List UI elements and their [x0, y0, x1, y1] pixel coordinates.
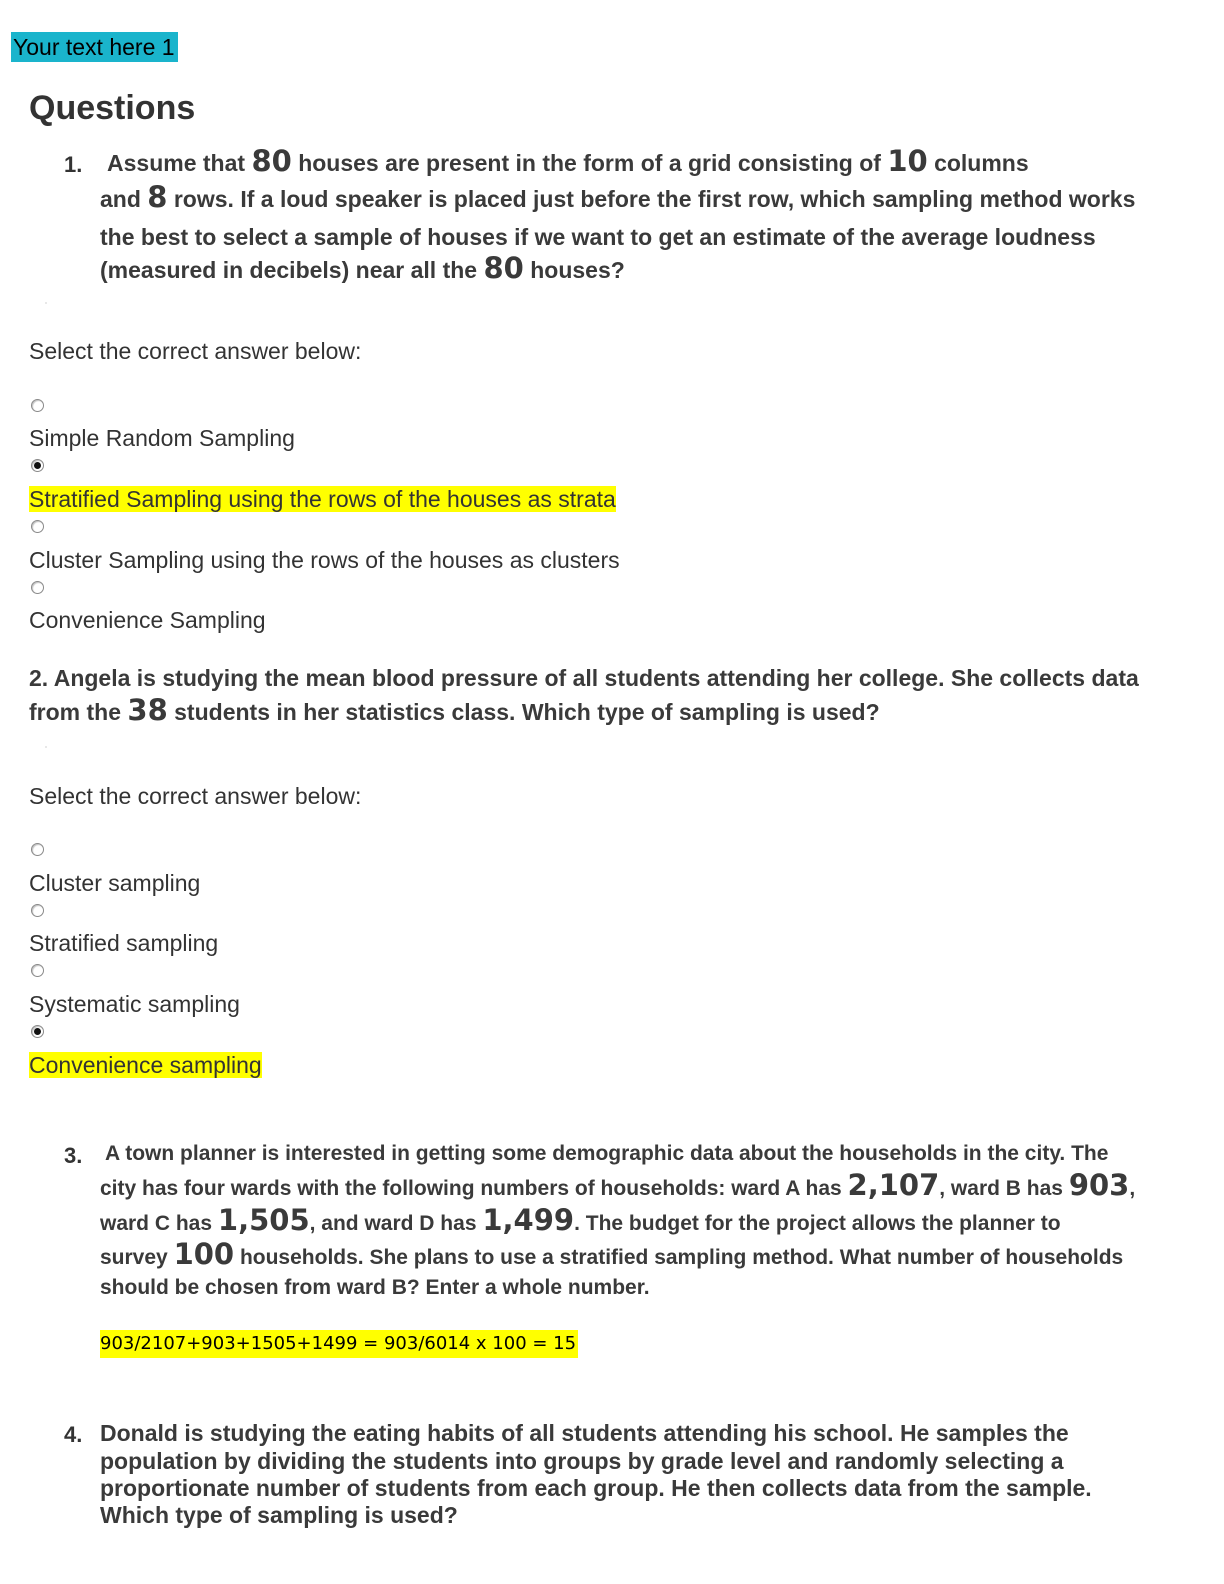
- q2-option-2-label: Stratified sampling: [29, 930, 219, 956]
- question-2-line-1: 2. Angela is studying the mean blood pressure of all students attending her college. She collects data: [29, 665, 1139, 691]
- question-4-line-4: Which type of sampling is used?: [100, 1502, 458, 1528]
- question-3-line-5: should be chosen from ward B? Enter a whole number.: [100, 1276, 650, 1299]
- q2-option-4-label: Convenience sampling: [29, 1052, 262, 1078]
- q1-option-2-label: Stratified Sampling using the rows of the houses as strata: [29, 486, 616, 512]
- question-1-line-2: and 8 rows. If a loud speaker is placed just before the first row, which sampling method works: [100, 180, 1136, 214]
- q2-option-1-radio[interactable]: [31, 843, 44, 856]
- q2-option-4-radio[interactable]: [31, 1025, 44, 1038]
- question-1-line-1: Assume that 80 houses are present in the form of a grid consisting of 10 columns: [107, 144, 1029, 178]
- question-1-line-3: the best to select a sample of houses if we want to get an estimate of the average loudness: [100, 224, 1096, 250]
- q1-option-1-label: Simple Random Sampling: [29, 425, 295, 451]
- q1-option-3-label: Cluster Sampling using the rows of the houses as clusters: [29, 547, 620, 573]
- question-1-prompt: Select the correct answer below:: [29, 338, 362, 364]
- q2-option-3-radio[interactable]: [31, 964, 44, 977]
- question-3-line-4: survey 100 households. She plans to use a stratified sampling method. What number of households: [100, 1237, 1124, 1271]
- question-2-line-2: from the 38 students in her statistics class. Which type of sampling is used?: [29, 693, 880, 727]
- question-1-line-4: (measured in decibels) near all the 80 houses?: [100, 251, 625, 285]
- question-3-line-3: ward C has 1,505, and ward D has 1,499. The budget for the project allows the planner to: [100, 1203, 1061, 1237]
- q1-option-3-radio[interactable]: [31, 520, 44, 533]
- q2-option-2-radio[interactable]: [31, 904, 44, 917]
- q2-option-3-label: Systematic sampling: [29, 991, 240, 1017]
- q1-option-2-radio[interactable]: [31, 459, 44, 472]
- question-4-line-2: population by dividing the students into groups by grade level and randomly selecting a: [100, 1448, 1064, 1474]
- question-3-number: 3.: [64, 1143, 83, 1168]
- page-title: Questions: [29, 89, 196, 127]
- question-1-number: 1.: [64, 152, 83, 177]
- answer-calculation: 903/2107+903+1505+1499 = 903/6014 x 100 = 15: [100, 1330, 578, 1358]
- q1-option-4-radio[interactable]: [31, 581, 44, 594]
- divider-dot: [45, 746, 47, 748]
- question-4-number: 4.: [64, 1422, 83, 1447]
- question-3-line-2: city has four wards with the following numbers of households: ward A has 2,107, ward B has 903,: [100, 1168, 1136, 1202]
- q1-option-4-label: Convenience Sampling: [29, 607, 266, 633]
- question-4-line-1: Donald is studying the eating habits of all students attending his school. He samples the: [100, 1420, 1069, 1446]
- q2-option-1-label: Cluster sampling: [29, 870, 201, 896]
- question-4-line-3: proportionate number of students from each group. He then collects data from the sample.: [100, 1475, 1092, 1501]
- question-2-prompt: Select the correct answer below:: [29, 783, 362, 809]
- text-placeholder-tag: Your text here 1: [11, 32, 178, 62]
- divider-dot: [45, 302, 47, 304]
- q1-option-1-radio[interactable]: [31, 399, 44, 412]
- question-3-line-1: A town planner is interested in getting some demographic data about the households in the city. The: [105, 1142, 1109, 1165]
